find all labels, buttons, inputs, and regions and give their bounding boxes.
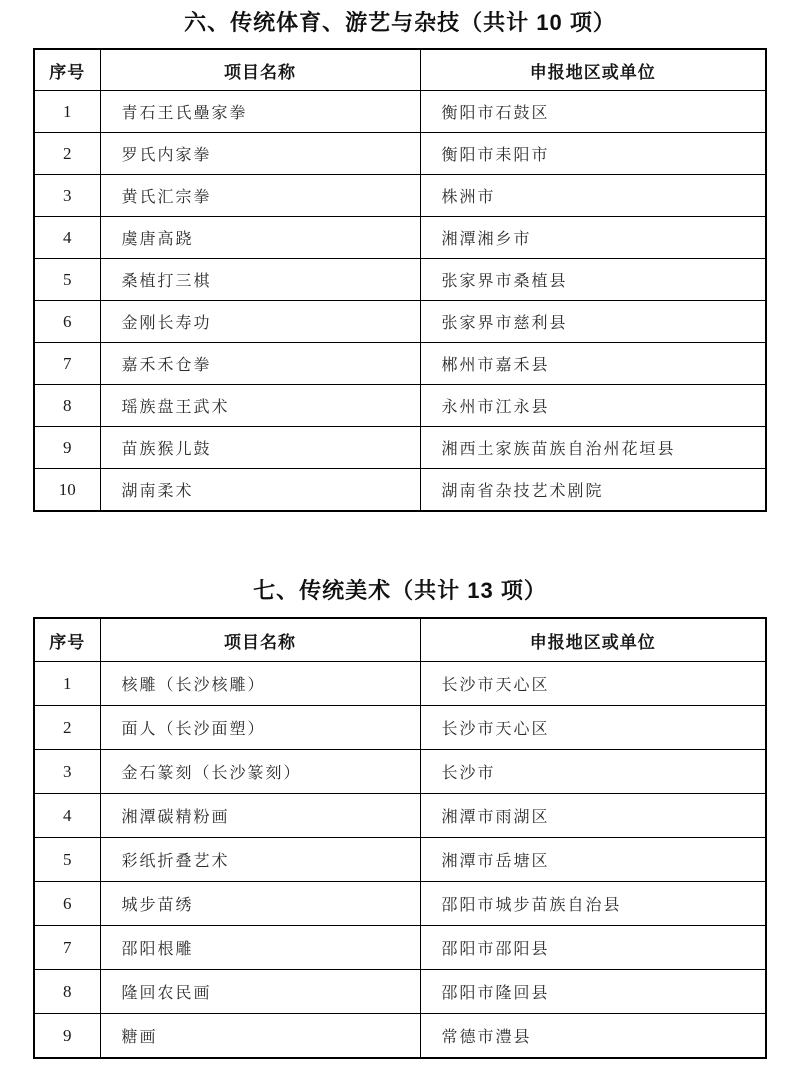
region-cell: 衡阳市耒阳市 xyxy=(420,133,766,175)
project-name-cell: 金刚长寿功 xyxy=(100,301,420,343)
table-row xyxy=(34,385,766,427)
table-row xyxy=(34,91,766,133)
region-cell: 湘潭湘乡市 xyxy=(420,217,766,259)
index-cell: 9 xyxy=(34,427,100,469)
index-cell: 2 xyxy=(34,706,100,750)
index-cell: 8 xyxy=(34,970,100,1014)
project-name-cell: 邵阳根雕 xyxy=(100,926,420,970)
table-row xyxy=(34,970,766,1014)
project-name-cell: 桑植打三棋 xyxy=(100,259,420,301)
project-name-cell: 面人（长沙面塑） xyxy=(100,706,420,750)
region-cell: 株洲市 xyxy=(420,175,766,217)
section-sports-table xyxy=(33,48,767,512)
section-fine-arts-title: 七、传统美术（共计 13 项） xyxy=(253,578,547,603)
index-cell: 8 xyxy=(34,385,100,427)
region-cell: 张家界市桑植县 xyxy=(420,259,766,301)
project-name-cell: 青石王氏壘家拳 xyxy=(100,91,420,133)
table-row xyxy=(34,343,766,385)
region-cell: 衡阳市石鼓区 xyxy=(420,91,766,133)
region-cell: 湖南省杂技艺术剧院 xyxy=(420,469,766,512)
table-row xyxy=(34,427,766,469)
region-cell: 湘潭市岳塘区 xyxy=(420,838,766,882)
col-header-index: 序号 xyxy=(34,618,100,662)
table-row xyxy=(34,469,766,512)
project-name-cell: 彩纸折叠艺术 xyxy=(100,838,420,882)
project-name-cell: 虞唐高跷 xyxy=(100,217,420,259)
region-cell: 邵阳市隆回县 xyxy=(420,970,766,1014)
project-name-cell: 核雕（长沙核雕） xyxy=(100,662,420,706)
index-cell: 6 xyxy=(34,882,100,926)
table-row xyxy=(34,175,766,217)
index-cell: 3 xyxy=(34,750,100,794)
project-name-cell: 黄氏汇宗拳 xyxy=(100,175,420,217)
index-cell: 9 xyxy=(34,1014,100,1059)
region-cell: 湘西土家族苗族自治州花垣县 xyxy=(420,427,766,469)
index-cell: 1 xyxy=(34,91,100,133)
section-fine-arts-table xyxy=(33,617,767,1059)
project-name-cell: 湖南柔术 xyxy=(100,469,420,512)
region-cell: 长沙市 xyxy=(420,750,766,794)
table-row xyxy=(34,259,766,301)
region-cell: 湘潭市雨湖区 xyxy=(420,794,766,838)
index-cell: 5 xyxy=(34,259,100,301)
project-name-cell: 金石篆刻（长沙篆刻） xyxy=(100,750,420,794)
project-name-cell: 罗氏内家拳 xyxy=(100,133,420,175)
table-body xyxy=(34,662,766,1059)
table-row xyxy=(34,662,766,706)
table-row xyxy=(34,301,766,343)
index-cell: 4 xyxy=(34,217,100,259)
table-row xyxy=(34,1014,766,1059)
region-cell: 常德市澧县 xyxy=(420,1014,766,1059)
project-name-cell: 城步苗绣 xyxy=(100,882,420,926)
header-row xyxy=(34,618,766,662)
index-cell: 6 xyxy=(34,301,100,343)
region-cell: 张家界市慈利县 xyxy=(420,301,766,343)
region-cell: 永州市江永县 xyxy=(420,385,766,427)
index-cell: 3 xyxy=(34,175,100,217)
index-cell: 1 xyxy=(34,662,100,706)
region-cell: 郴州市嘉禾县 xyxy=(420,343,766,385)
index-cell: 7 xyxy=(34,343,100,385)
project-name-cell: 瑶族盘王武术 xyxy=(100,385,420,427)
region-cell: 长沙市天心区 xyxy=(420,662,766,706)
table-row xyxy=(34,706,766,750)
table-row xyxy=(34,838,766,882)
col-header-region: 申报地区或单位 xyxy=(420,618,766,662)
col-header-index: 序号 xyxy=(34,49,100,91)
table-row xyxy=(34,750,766,794)
table-row xyxy=(34,794,766,838)
table-row xyxy=(34,926,766,970)
project-name-cell: 隆回农民画 xyxy=(100,970,420,1014)
project-name-cell: 湘潭碳精粉画 xyxy=(100,794,420,838)
index-cell: 7 xyxy=(34,926,100,970)
index-cell: 4 xyxy=(34,794,100,838)
index-cell: 10 xyxy=(34,469,100,512)
col-header-project-name: 项目名称 xyxy=(100,618,420,662)
table-row xyxy=(34,882,766,926)
table-body xyxy=(34,91,766,512)
index-cell: 2 xyxy=(34,133,100,175)
section-sports-title: 六、传统体育、游艺与杂技（共计 10 项） xyxy=(184,10,616,35)
region-cell: 长沙市天心区 xyxy=(420,706,766,750)
table-row xyxy=(34,133,766,175)
table-row xyxy=(34,217,766,259)
header-row xyxy=(34,49,766,91)
project-name-cell: 苗族猴儿鼓 xyxy=(100,427,420,469)
index-cell: 5 xyxy=(34,838,100,882)
region-cell: 邵阳市城步苗族自治县 xyxy=(420,882,766,926)
region-cell: 邵阳市邵阳县 xyxy=(420,926,766,970)
col-header-region: 申报地区或单位 xyxy=(420,49,766,91)
col-header-project-name: 项目名称 xyxy=(100,49,420,91)
project-name-cell: 糖画 xyxy=(100,1014,420,1059)
project-name-cell: 嘉禾禾仓拳 xyxy=(100,343,420,385)
